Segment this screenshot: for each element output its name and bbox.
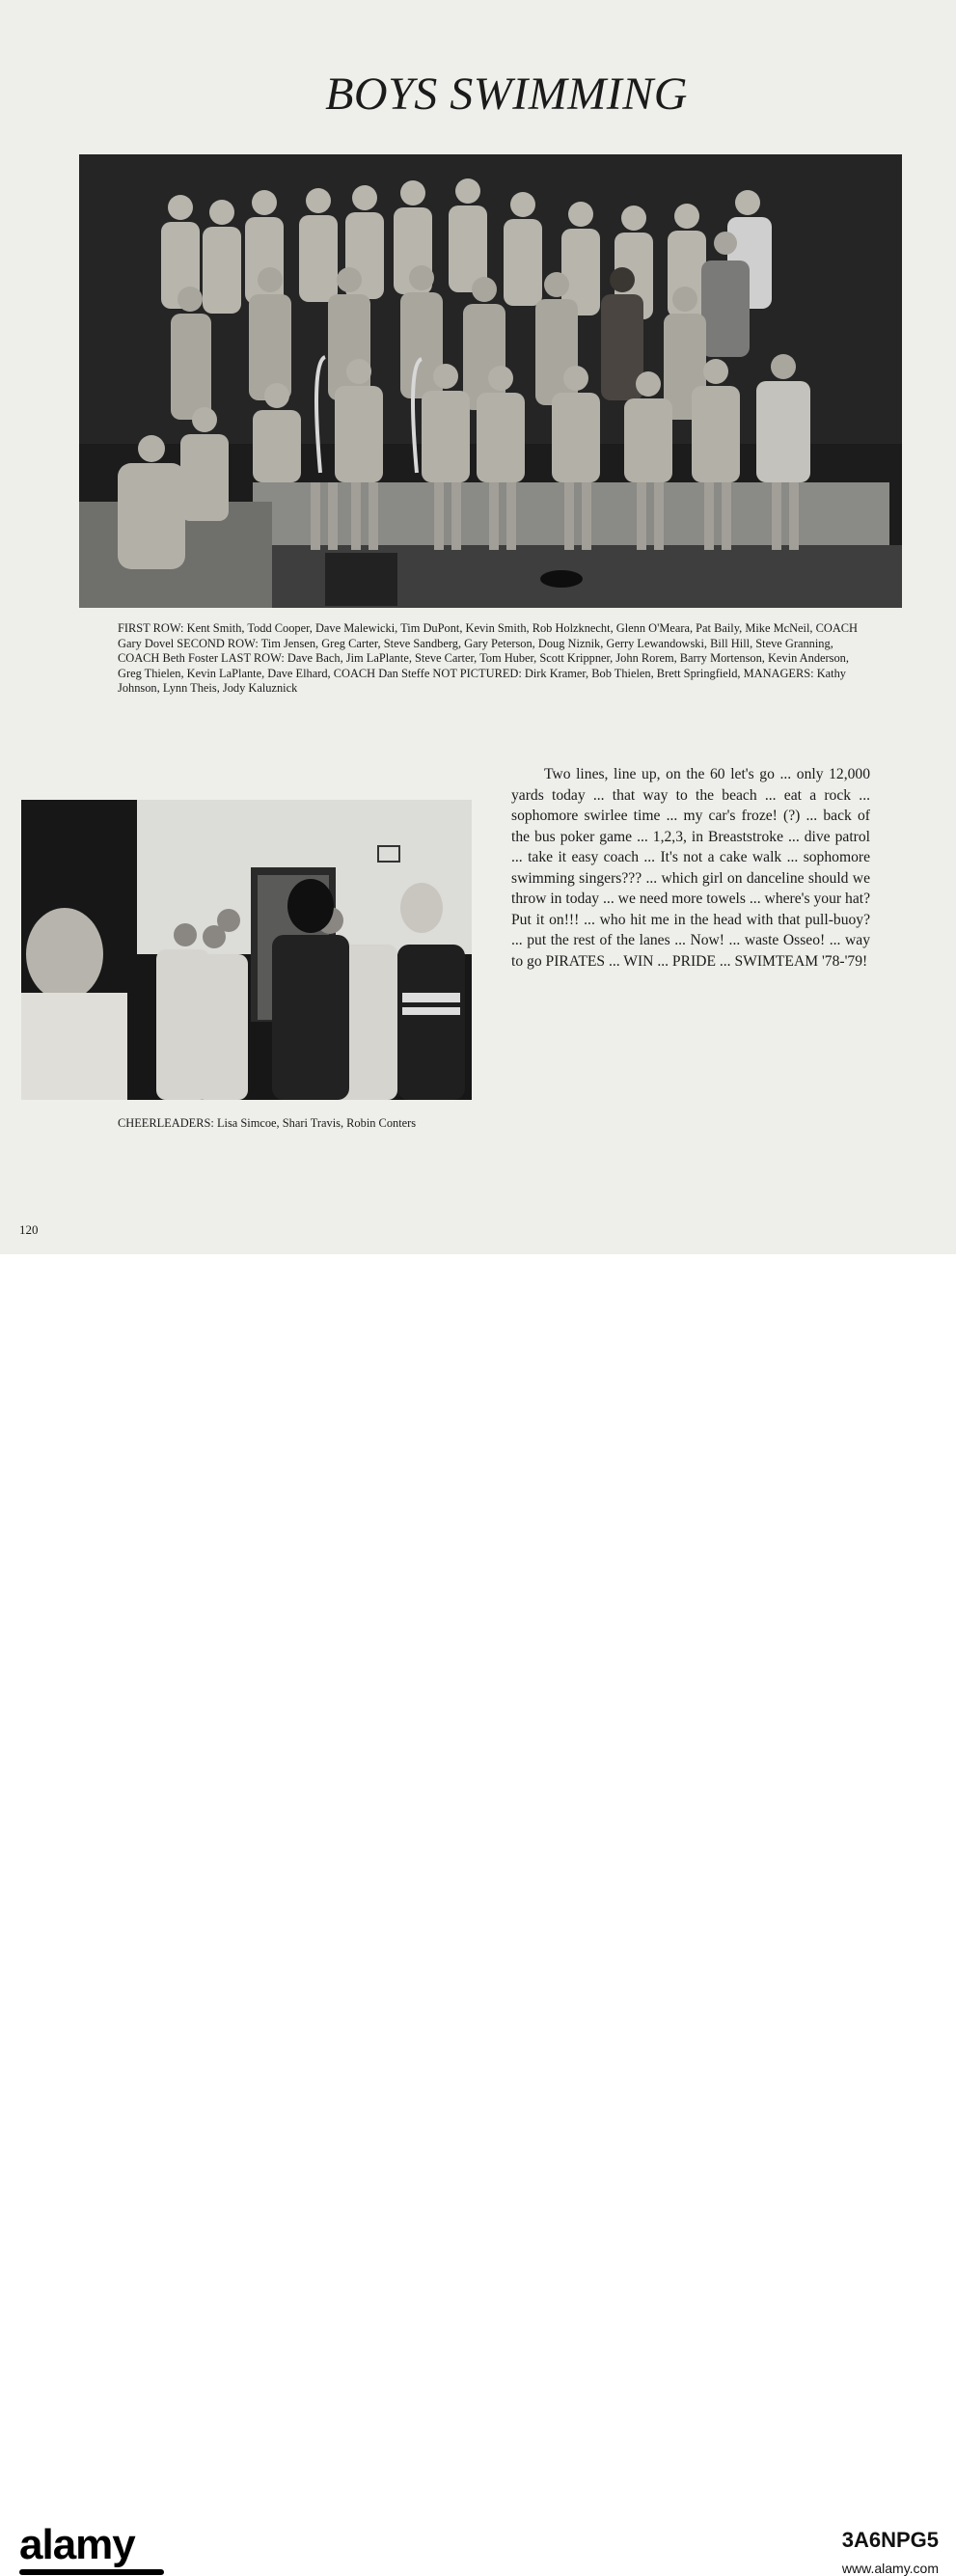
stock-url: www.alamy.com [841,2561,939,2576]
image-id: 3A6NPG5 [841,2528,939,2552]
brand-underline [19,2569,164,2575]
caption-row-label: FIRST ROW: [118,621,184,635]
team-photo [79,154,902,608]
page-number: 120 [19,1222,39,1237]
cheer-caption-label: CHEERLEADERS: [118,1116,214,1130]
brand-logo: alamy [19,2521,135,2568]
cheerleaders-photo [21,800,472,1100]
cheer-caption-names: Lisa Simcoe, Shari Travis, Robin Conters [216,1116,417,1130]
yearbook-page [0,0,956,1254]
footer-bar [0,1254,956,2576]
team-photo-caption [118,621,870,697]
caption-names: Kent Smith, Todd Cooper, Dave Malewicki, Tim DuPont, Kevin Smith, Rob Holzknecht, Glenn O'Meara, Pat Baily, Mike McNeil, COACH Gary Dovel SECOND ROW: Tim Jensen, Greg Carter, Steve Sandberg, Gary Peterson, Doug Niznik, Gerry Lewandowski, Bill Hill, Steve Granning, COACH Beth Foster LAST ROW: Dave Bach, Jim LaPlante, Steve Carter, Tom Huber, Scott Krippner, John Rorem, Barry Mortenson, Kevin Anderson, Greg Thielen, Kevin LaPlante, Dave Elhard, COACH Dan Steffe NOT PICTURED: Dirk Kramer, Bob Thielen, Brett Springfield, MANAGERS: Kathy Johnson, Lynn Theis, Jody Kaluznick [118,621,858,696]
cheerleaders-caption [118,1116,465,1132]
cheerleaders-photo-illustration [21,800,472,1100]
team-photo-illustration [79,154,902,608]
story-text: Two lines, line up, on the 60 let's go ... only 12,000 yards today ... that way to the beach ... eat a rock ... sophomore swirlee time ... my car's froze! (?) ... back of the bus poker game ... 1,2,3, in Breaststroke ... dive patrol ... take it easy coach ... It's not a cake walk ... sophomore swimming singers??? ... which girl on danceline should we throw in today ... we need more towels ... where's your hat? Put it on!!! ... who hit me in the head with that pull-buoy? ... put the rest of the lanes ... Now! ... waste Osseo! ... way to go PIRATES ... WIN ... PRIDE ... SWIMTEAM '78-'79! [511,766,870,970]
page-title: BOYS SWIMMING [325,69,688,120]
